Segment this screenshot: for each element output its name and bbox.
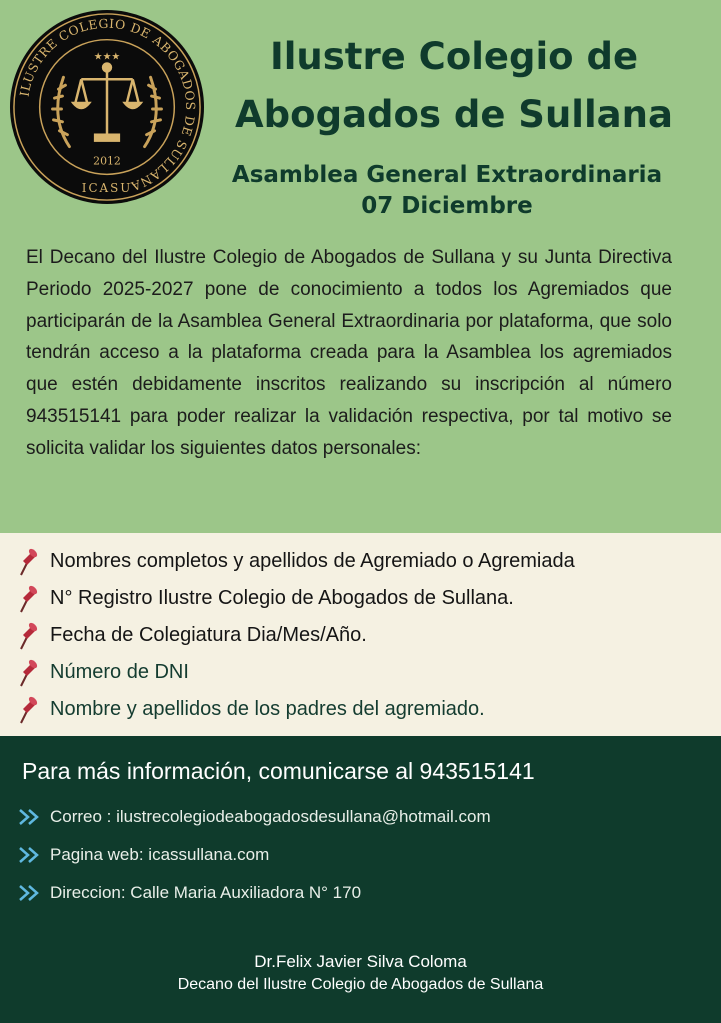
- contact-address: [18, 874, 491, 912]
- double-chevron-right-icon: [18, 846, 42, 864]
- requirement-item: [14, 691, 575, 728]
- contact-section: [0, 736, 721, 1023]
- requirement-item: [14, 617, 575, 654]
- requirement-item: [14, 543, 575, 580]
- signatory-role: Decano del Ilustre Colegio de Abogados de Sullana: [177, 976, 544, 993]
- event-name: Asamblea General Extraordinaria: [231, 162, 663, 188]
- contact-title: Para más información, comunicarse al 943515141: [22, 758, 535, 784]
- contact-email-text: Correo : ilustrecolegiodeabogadosdesullana@hotmail.com: [50, 807, 491, 826]
- contact-email[interactable]: [18, 798, 491, 836]
- pushpin-icon: [14, 584, 40, 614]
- requirement-item: [14, 654, 575, 691]
- requirement-label: Nombres completos y apellidos de Agremiado o Agremiada: [50, 550, 575, 572]
- requirement-item: [14, 580, 575, 617]
- contact-list: [18, 798, 491, 912]
- double-chevron-right-icon: [18, 884, 42, 902]
- event-date: 07 Diciembre: [361, 193, 533, 219]
- page-title: [214, 28, 694, 144]
- title-line-2: Abogados de Sullana: [235, 93, 673, 136]
- requirement-label: Fecha de Colegiatura Dia/Mes/Año.: [50, 624, 367, 646]
- signatory-name: Dr.Felix Javier Silva Coloma: [254, 952, 467, 971]
- stars-icon: ★★★: [93, 51, 121, 63]
- seal-acronym: ICASU: [81, 181, 133, 196]
- seal-year: 2012: [93, 154, 121, 168]
- contact-website-text: Pagina web: icassullana.com: [50, 845, 270, 864]
- event-subtitle: [200, 160, 694, 222]
- pushpin-icon: [14, 695, 40, 725]
- pushpin-icon: [14, 621, 40, 651]
- contact-website[interactable]: [18, 836, 491, 874]
- seal-ring-text: ILUSTRE COLEGIO DE ABOGADOS DE SULLANA: [17, 16, 198, 194]
- requirements-section: [0, 533, 721, 736]
- requirement-label: Número de DNI: [50, 661, 189, 683]
- requirement-label: N° Registro Ilustre Colegio de Abogados de Sullana.: [50, 587, 514, 609]
- requirement-label: Nombre y apellidos de los padres del agremiado.: [50, 698, 485, 720]
- contact-address-text: Direccion: Calle Maria Auxiliadora N° 170: [50, 883, 362, 902]
- college-seal-logo: [8, 8, 206, 206]
- double-chevron-right-icon: [18, 808, 42, 826]
- announcement-text: El Decano del Ilustre Colegio de Abogados de Sullana y su Junta Directiva Periodo 2025-2027 pone de conocimiento a todos los Agremiados que participarán de la Asamblea General Extraordinaria por plataforma, que solo tendrán acceso a la plataforma creada para la Asamblea los agremiados que estén debidamente inscritos realizando su inscripción al número 943515141 para poder realizar la validación respectiva, por tal motivo se solicita validar los siguientes datos personales:: [26, 247, 672, 459]
- requirements-list: [14, 543, 575, 728]
- pushpin-icon: [14, 658, 40, 688]
- title-line-1: Ilustre Colegio de: [269, 35, 639, 78]
- pushpin-icon: [14, 547, 40, 577]
